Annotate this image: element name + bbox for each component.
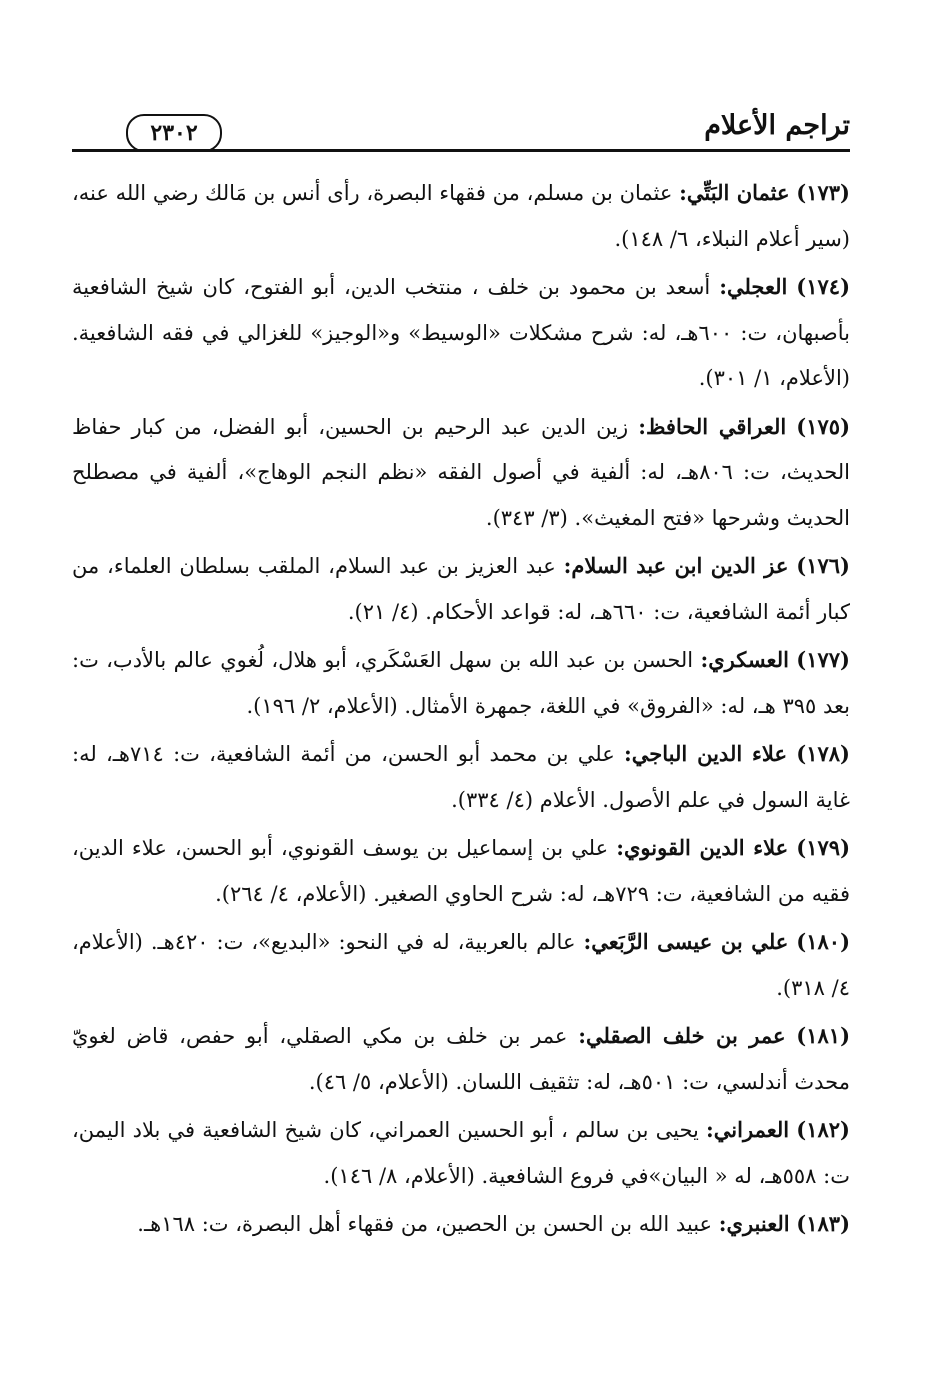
- entry-text: يحيى بن سالم ، أبو الحسين العمراني، كان شيخ الشافعية في بلاد اليمن، ت: ٥٥٨هـ، له « البيان»في فروع الشافعية. (الأعلام، ٨/ ١٤٦).: [72, 1118, 850, 1188]
- entry-text: أسعد بن محمود بن خلف ، منتخب الدين، أبو الفتوح، كان شيخ الشافعية بأصبهان، ت: ٦٠٠هـ، له: شرح مشكلات «الوسيط» و«الوجيز» للغزالي في فقه الشافعية. (الأعلام، ١/ ٣٠١).: [72, 275, 850, 390]
- entry-name: علاء الدين الباجي:: [624, 741, 787, 766]
- entry-177: [72, 637, 850, 729]
- entry-number: (١٧٤): [796, 274, 850, 299]
- entry-name: العسكري:: [700, 647, 789, 672]
- entry-number: (١٧٩): [796, 835, 850, 860]
- entry-name: عمر بن خلف الصقلي:: [578, 1023, 786, 1048]
- entry-178: [72, 731, 850, 823]
- entry-text: عثمان بن مسلم، من فقهاء البصرة، رأى أنس بن مَالك رضي الله عنه، (سير أعلام النبلاء، ٦/ ١٤٨).: [72, 181, 850, 251]
- entry-text: عالم بالعربية، له في النحو: «البديع»، ت: ٤٢٠هـ. (الأعلام، ٤/ ٣١٨).: [72, 930, 850, 1000]
- entry-name: العمراني:: [706, 1117, 790, 1142]
- entry-number: (١٨٢): [796, 1117, 850, 1142]
- entry-175: [72, 404, 850, 542]
- entry-number: (١٧٨): [796, 741, 850, 766]
- entry-name: العراقي الحافظ:: [638, 413, 787, 439]
- page-header: [72, 100, 850, 160]
- header-rule: [72, 149, 850, 152]
- entry-179: [72, 825, 850, 917]
- entry-text: عمر بن خلف بن مكي الصقلي، أبو حفص، قاض لغويّ محدث أندلسي، ت: ٥٠١هـ، له: تثقيف اللسان. (الأعلام، ٥/ ٤٦).: [72, 1024, 850, 1094]
- entry-number: (١٧٦): [796, 553, 850, 578]
- entry-182: [72, 1107, 850, 1199]
- entry-text: زين الدين عبد الرحيم بن الحسين، أبو الفضل، من كبار حفاظ الحديث، ت: ٨٠٦هـ، له: ألفية في أصول الفقه «نظم النجم الوهاج»، ألفية في مصطلح الحديث وشرحها «فتح المغيث». (٣/ ٣٤٣).: [72, 414, 851, 530]
- entry-180: [72, 919, 850, 1011]
- entry-number: (١٨٣): [796, 1211, 850, 1236]
- entry-173: [72, 170, 850, 262]
- entry-text: عبد العزيز بن عبد السلام، الملقب بسلطان العلماء، من كبار أئمة الشافعية، ت: ٦٦٠هـ، له: قواعد الأحكام. (٤/ ٢١).: [72, 554, 850, 624]
- entry-181: [72, 1013, 850, 1105]
- entry-name: عز الدين ابن عبد السلام:: [563, 553, 789, 578]
- entry-name: العجلي:: [719, 274, 788, 299]
- entry-text: علي بن محمد أبو الحسن، من أئمة الشافعية، ت: ٧١٤هـ، له: غاية السول في علم الأصول. الأعلام (٤/ ٣٣٤).: [72, 742, 850, 812]
- running-head: تراجم الأعلام: [704, 110, 850, 141]
- entry-text: عبيد الله بن الحسن بن الحصين، من فقهاء أهل البصرة، ت: ١٦٨هـ.: [137, 1212, 713, 1236]
- entry-number: (١٨٠): [796, 929, 851, 954]
- entry-text: علي بن إسماعيل بن يوسف القونوي، أبو الحسن، علاء الدين، فقيه من الشافعية، ت: ٧٢٩هـ، له: شرح الحاوي الصغير. (الأعلام، ٤/ ٢٦٤).: [72, 836, 850, 906]
- entry-174: [72, 264, 850, 402]
- entry-name: العنبري:: [718, 1211, 790, 1236]
- entry-number: (١٧٣): [796, 180, 850, 205]
- entry-number: (١٧٥): [796, 413, 851, 439]
- entry-name: عثمان البَتِّي:: [679, 180, 790, 205]
- entry-number: (١٧٧): [796, 647, 850, 672]
- entry-name: علي بن عيسى الرَّبَعي:: [583, 929, 789, 954]
- page-number: ٢٣٠٢: [126, 114, 222, 152]
- entry-number: (١٨١): [796, 1023, 850, 1048]
- entry-183: [72, 1201, 850, 1248]
- entry-text: الحسن بن عبد الله بن سهل العَسْكَري، أبو هلال، لُغوي عالم بالأدب، ت: بعد ٣٩٥ هـ، له: «الفروق» في اللغة، جمهرة الأمثال. (الأعلام، ٢/ ١٩٦).: [72, 648, 850, 718]
- entry-176: [72, 543, 850, 635]
- biography-entries: [72, 170, 850, 1250]
- entry-name: علاء الدين القونوي:: [616, 835, 789, 860]
